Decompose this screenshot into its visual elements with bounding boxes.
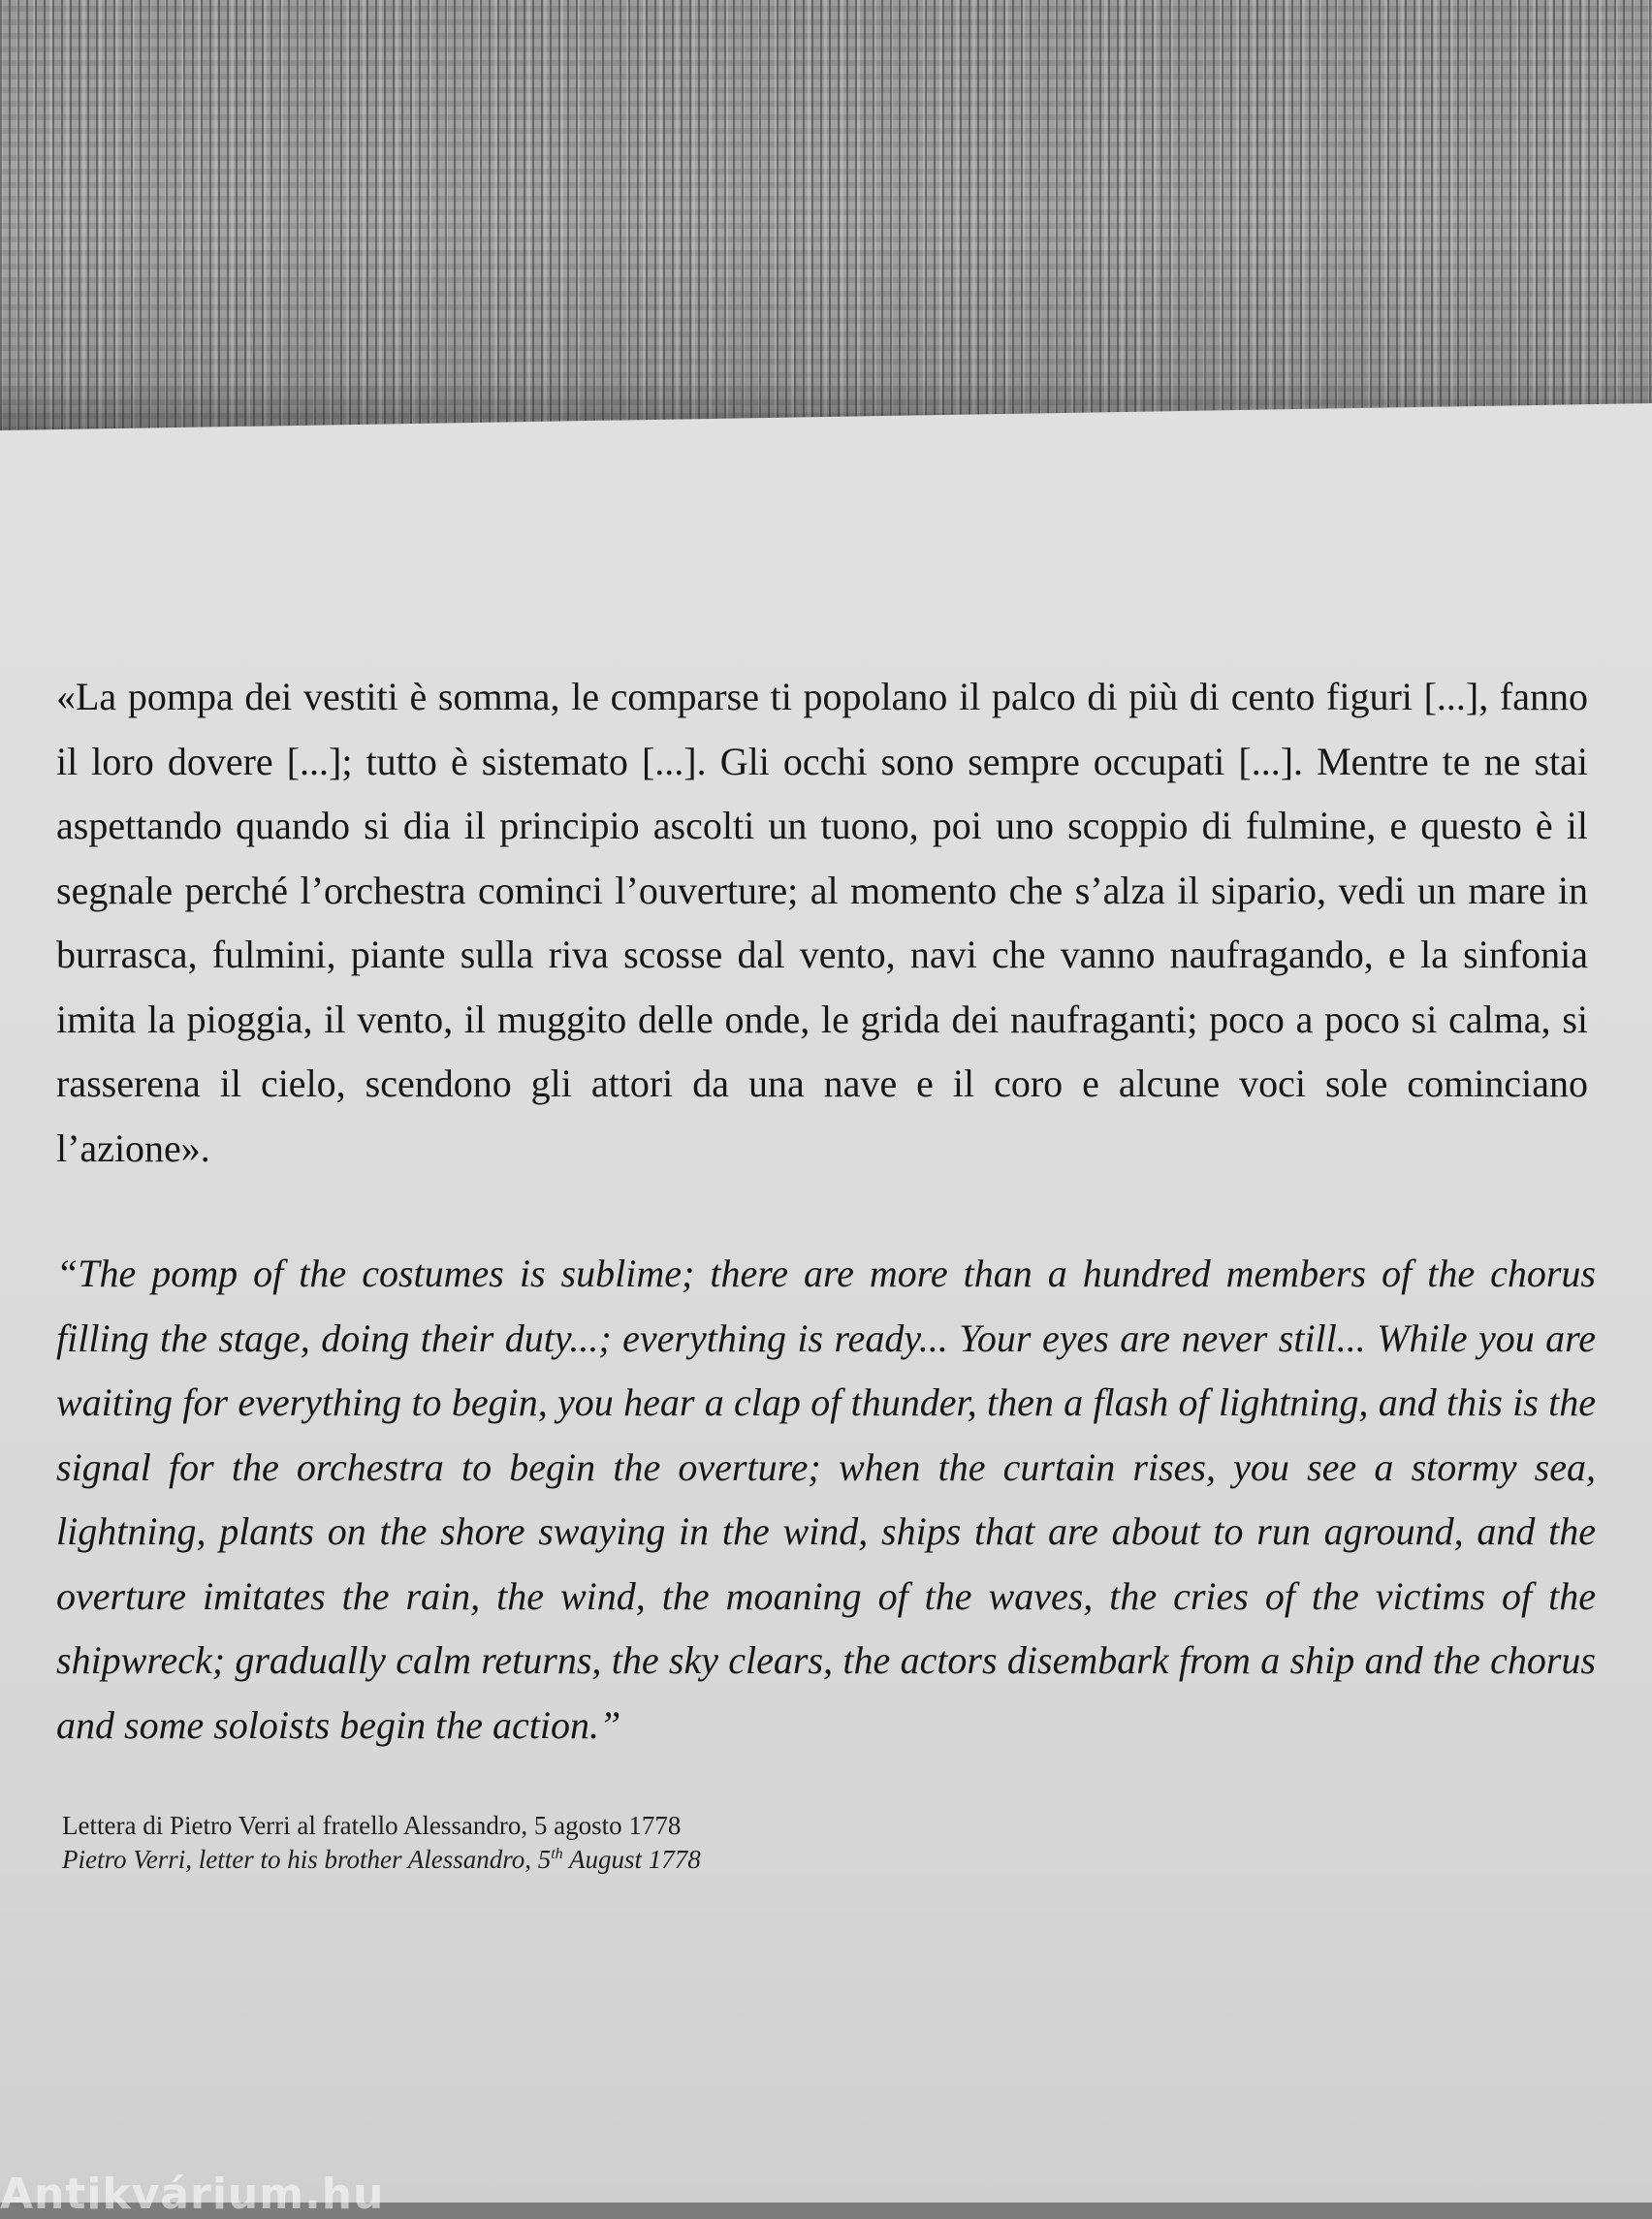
citation-english-date: August 1778 [562,1845,701,1874]
citation-italian: Lettera di Pietro Verri al fratello Alessandro, 5 agosto 1778 [62,1811,682,1840]
english-quote: “The pomp of the costumes is sublime; there are more than a hundred members of the chorus filling the stage, doing their duty...; everything is ready... Your eyes are never still... While you are waiting for everything to begin, you hear a clap of thunder, then a flash of lightning, and this is the signal for the orchestra to begin the overture; when the curtain rises, you see a stormy sea, lightning, plants on the shore swaying in the wind, ships that are about to run aground, and the overture imitates the rain, the wind, the moaning of the waves, the cries of the victims of the shipwreck; gradually calm returns, the sky clears, the actors disembark from a ship and the chorus and some soloists begin the action.” [56,1252,1596,1747]
watermark: Antikvárium.hu [0,2170,385,2219]
citation-english-main: Pietro Verri, letter to his brother Alessandro, 5 [62,1845,552,1874]
citation-english [62,1843,701,1876]
citation-english-ordinal: th [551,1846,563,1862]
italian-quote: «La pompa dei vestiti è somma, le comparse ti popolano il palco di più di cento figuri [...], fanno il loro dovere [...]; tutto è sistemato [...]. Gli occhi sono sempre occupati [...]. Mentre te ne stai aspettando quando si dia il principio ascolti un tuono, poi uno scoppio di fulmine, e questo è il segnale perché l’orchestra cominci l’ouverture; al momento che s’alza il sipario, vedi un mare in burrasca, fulmini, piante sulla riva scosse dal vento, navi che vanno naufragando, e la sinfonia imita la pioggia, il vento, il muggito delle onde, le grida dei naufraganti; poco a poco si calma, si rasserena il cielo, scendono gli attori da una nave e il coro e alcune voci sole cominciano l’azione». [56,675,1588,1170]
